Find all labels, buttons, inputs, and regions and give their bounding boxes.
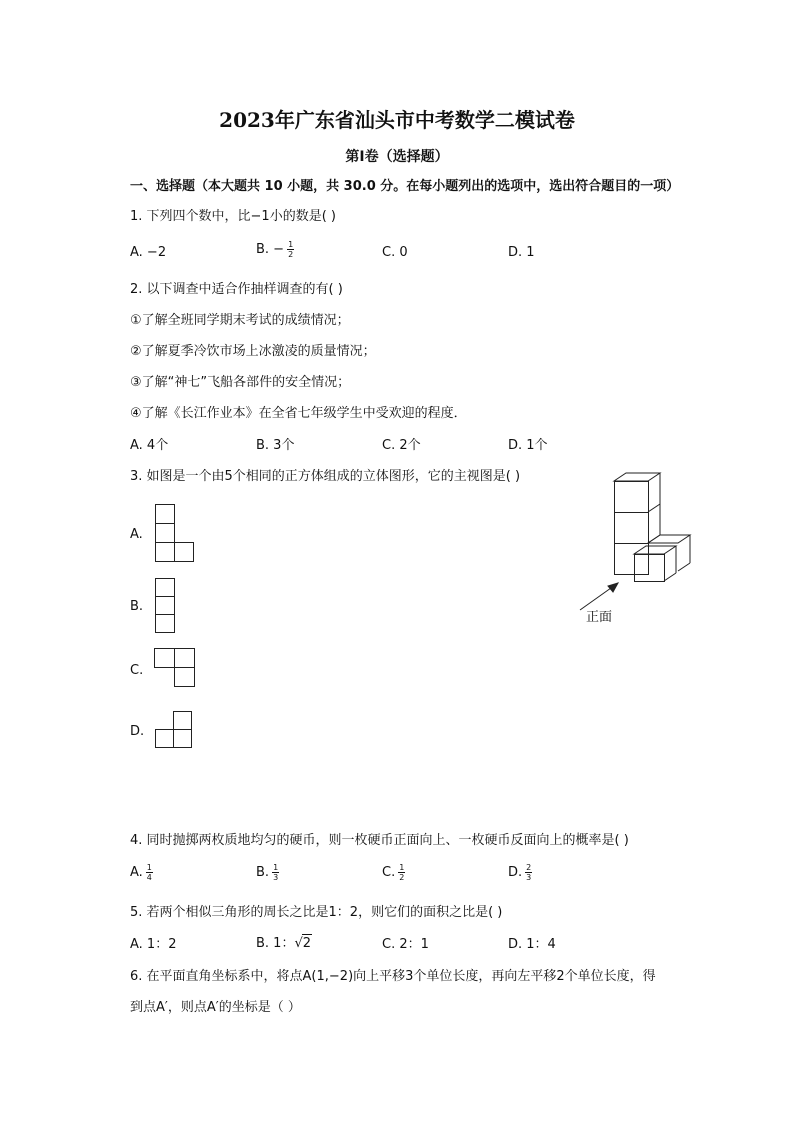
q4-option-a-fraction (146, 863, 153, 882)
q3-stem: 3. 如图是一个由5个相同的正方体组成的立体图形，它的主视图是( ) (130, 469, 521, 484)
q1-option-b[interactable] (256, 240, 294, 259)
q2-item-3: ③了解“神七”飞船各部件的安全情况； (130, 375, 351, 390)
q2-option-d[interactable]: D. 1个 (508, 438, 548, 453)
q3-option-a-figure[interactable] (155, 504, 195, 562)
section-subtitle: 第Ⅰ卷（选择题） (345, 149, 449, 165)
fraction-numerator: 1 (399, 863, 405, 872)
q3-option-d-figure[interactable] (155, 711, 193, 748)
q2-stem: 2. 以下调查中适合作抽样调查的有( ) (130, 282, 343, 297)
q3-option-c-figure[interactable] (154, 648, 196, 688)
q4-option-c-prefix: C. (382, 865, 396, 880)
q6-stem-line1: 6. 在平面直角坐标系中，将点A(1,−2)向上平移3个单位长度，再向左平移2个单位长度，得 (130, 969, 656, 984)
fraction-denominator: 3 (526, 873, 532, 882)
q3-option-c-label[interactable]: C. (130, 663, 144, 678)
q2-option-a[interactable]: A. 4个 (130, 438, 169, 453)
q3-option-a-label[interactable]: A. (130, 527, 143, 542)
q5-option-b[interactable] (256, 934, 312, 953)
q1-option-a[interactable]: A. −2 (130, 245, 167, 260)
q3-solid-figure (574, 470, 694, 615)
fraction-denominator: 4 (146, 873, 152, 882)
fraction-denominator: 3 (273, 873, 279, 882)
q5-option-d[interactable]: D. 1：4 (508, 937, 556, 952)
q3-option-d-label[interactable]: D. (130, 724, 145, 739)
q2-item-4: ④了解《长江作业本》在全省七年级学生中受欢迎的程度． (130, 406, 467, 421)
fraction-denominator: 2 (399, 873, 405, 882)
fraction-numerator: 1 (146, 863, 152, 872)
fraction-numerator: 1 (288, 240, 294, 249)
q2-option-b[interactable]: B. 3个 (256, 438, 295, 453)
fraction-numerator: 2 (526, 863, 532, 872)
q2-option-c[interactable]: C. 2个 (382, 438, 421, 453)
q1-option-c[interactable]: C. 0 (382, 245, 408, 260)
q5-option-b-prefix: B. 1：√ (256, 936, 303, 951)
q4-option-d-prefix: D. (508, 865, 523, 880)
q1-option-b-prefix: B. − (256, 242, 285, 257)
q3-option-b-label[interactable]: B. (130, 599, 144, 614)
q4-option-b[interactable] (256, 863, 279, 882)
q1-option-d[interactable]: D. 1 (508, 245, 535, 260)
fraction-denominator: 2 (288, 250, 294, 259)
q3-option-b-figure[interactable] (155, 578, 176, 633)
q4-option-b-fraction (272, 863, 279, 882)
q1-stem: 1. 下列四个数中，比−1小的数是( ) (130, 209, 336, 224)
q5-option-c[interactable]: C. 2：1 (382, 937, 429, 952)
q2-item-2: ②了解夏季冷饮市场上冰激凌的质量情况； (130, 344, 376, 359)
exam-title: 2023年广东省汕头市中考数学二模试卷 (219, 108, 575, 132)
q6-stem-line2: 到点A′，则点A′的坐标是（ ） (130, 1000, 301, 1015)
front-view-label: 正面 (586, 610, 613, 625)
q4-option-a[interactable] (130, 863, 153, 882)
q5-stem: 5. 若两个相似三角形的周长之比是1：2，则它们的面积之比是( ) (130, 905, 503, 920)
section-instructions: 一、选择题（本大题共 10 小题，共 30.0 分。在每小题列出的选项中，选出符合题目的一项） (130, 179, 680, 194)
q4-option-d[interactable] (508, 863, 532, 882)
q4-option-a-prefix: A. (130, 865, 143, 880)
q1-option-b-fraction (287, 240, 294, 259)
q4-stem: 4. 同时抛掷两枚质地均匀的硬币，则一枚硬币正面向上、一枚硬币反面向上的概率是( ) (130, 833, 629, 848)
fraction-numerator: 1 (273, 863, 279, 872)
q4-option-d-fraction (525, 863, 532, 882)
q4-option-c-fraction (398, 863, 405, 882)
q5-option-a[interactable]: A. 1：2 (130, 937, 177, 952)
q4-option-b-prefix: B. (256, 865, 270, 880)
q2-item-1: ①了解全班同学期末考试的成绩情况； (130, 313, 350, 328)
q5-option-b-radicand: 2 (302, 936, 312, 951)
q4-option-c[interactable] (382, 863, 405, 882)
